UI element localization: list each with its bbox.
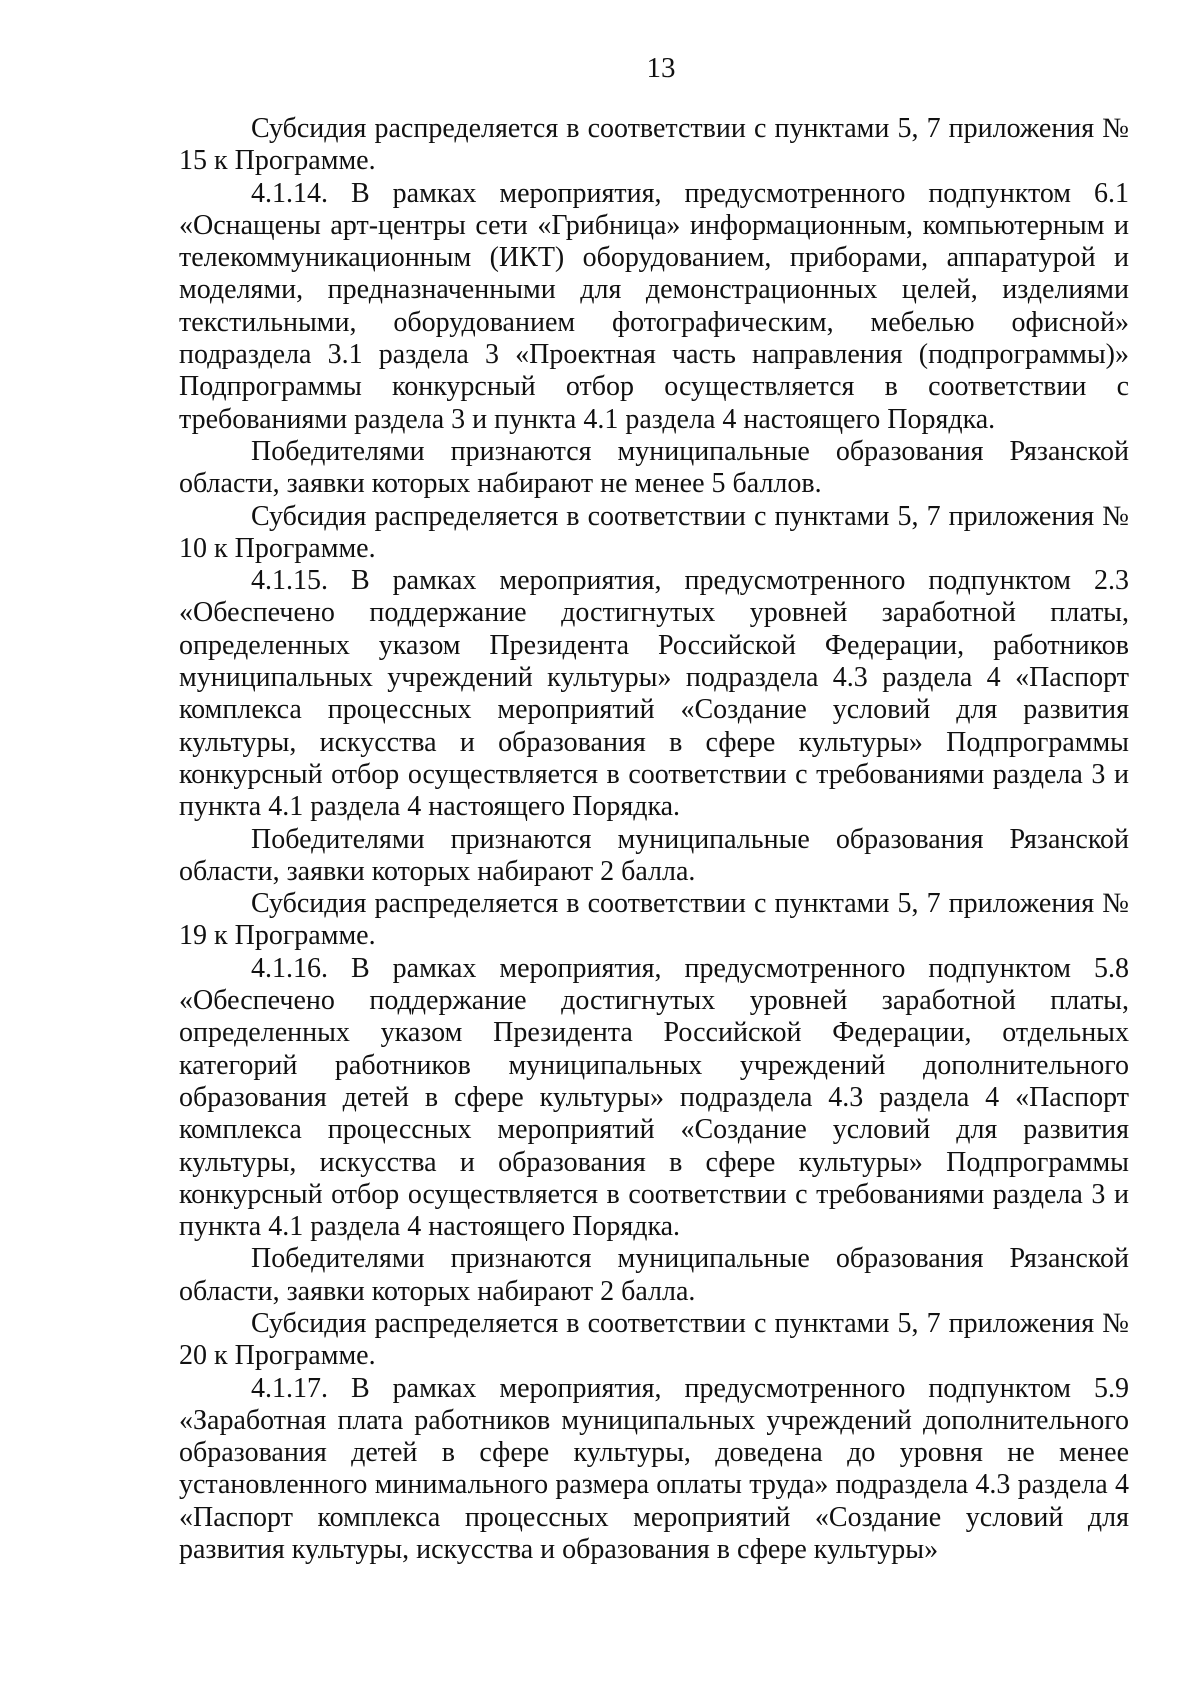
paragraph-subsidy-app15: Субсидия распределяется в соответствии с пунктами 5, 7 приложения № 15 к Программе. <box>179 113 1129 177</box>
paragraph-clause-4-1-15: 4.1.15. В рамках мероприятия, предусмотренного подпунктом 2.3 «Обеспечено поддержание достигнутых уровней заработной платы, определенных указом Президента Российской Федерации, работников муниципальных учреждений культуры» подраздела 4.3 раздела 4 «Паспорт комплекса процессных мероприятий «Создание условий для развития культуры, искусства и образования в сфере культуры» Подпрограммы конкурсный отбор осуществляется в соответствии с требованиями раздела 3 и пункта 4.1 раздела 4 настоящего Порядка. <box>179 565 1129 823</box>
paragraph-clause-4-1-16: 4.1.16. В рамках мероприятия, предусмотренного подпунктом 5.8 «Обеспечено поддержание достигнутых уровней заработной платы, определенных указом Президента Российской Федерации, отдельных категорий работников муниципальных учреждений дополнительного образования детей в сфере культуры» подраздела 4.3 раздела 4 «Паспорт комплекса процессных мероприятий «Создание условий для развития культуры, искусства и образования в сфере культуры» Подпрограммы конкурсный отбор осуществляется в соответствии с требованиями раздела 3 и пункта 4.1 раздела 4 настоящего Порядка. <box>179 952 1129 1243</box>
paragraph-winners-2-points: Победителями признаются муниципальные образования Рязанской области, заявки которых набирают 2 балла. <box>179 823 1129 887</box>
document-body <box>179 113 1129 1566</box>
page-number: 13 <box>646 52 676 84</box>
paragraph-clause-4-1-17: 4.1.17. В рамках мероприятия, предусмотренного подпунктом 5.9 «Заработная плата работников муниципальных учреждений дополнительного образования детей в сфере культуры, доведена до уровня не менее установленного минимального размера оплаты труда» подраздела 4.3 раздела 4 «Паспорт комплекса процессных мероприятий «Создание условий для развития культуры, искусства и образования в сфере культуры» <box>179 1372 1129 1566</box>
paragraph-subsidy-app20: Субсидия распределяется в соответствии с пунктами 5, 7 приложения № 20 к Программе. <box>179 1307 1129 1372</box>
paragraph-subsidy-app10: Субсидия распределяется в соответствии с пунктами 5, 7 приложения № 10 к Программе. <box>179 500 1129 564</box>
paragraph-winners-5-points: Победителями признаются муниципальные образования Рязанской области, заявки которых набирают не менее 5 баллов. <box>179 435 1129 500</box>
paragraph-winners-2-points-b: Победителями признаются муниципальные образования Рязанской области, заявки которых набирают 2 балла. <box>179 1243 1129 1307</box>
paragraph-subsidy-app19: Субсидия распределяется в соответствии с пунктами 5, 7 приложения № 19 к Программе. <box>179 888 1129 952</box>
paragraph-clause-4-1-14: 4.1.14. В рамках мероприятия, предусмотренного подпунктом 6.1 «Оснащены арт-центры сети «Грибница» информационным, компьютерным и телекоммуникационным (ИКТ) оборудованием, приборами, аппаратурой и моделями, предназначенными для демонстрационных целей, изделиями текстильными, оборудованием фотографическим, мебелью офисной» подраздела 3.1 раздела 3 «Проектная часть направления (подпрограммы)» Подпрограммы конкурсный отбор осуществляется в соответствии с требованиями раздела 3 и пункта 4.1 раздела 4 настоящего Порядка. <box>179 177 1129 435</box>
